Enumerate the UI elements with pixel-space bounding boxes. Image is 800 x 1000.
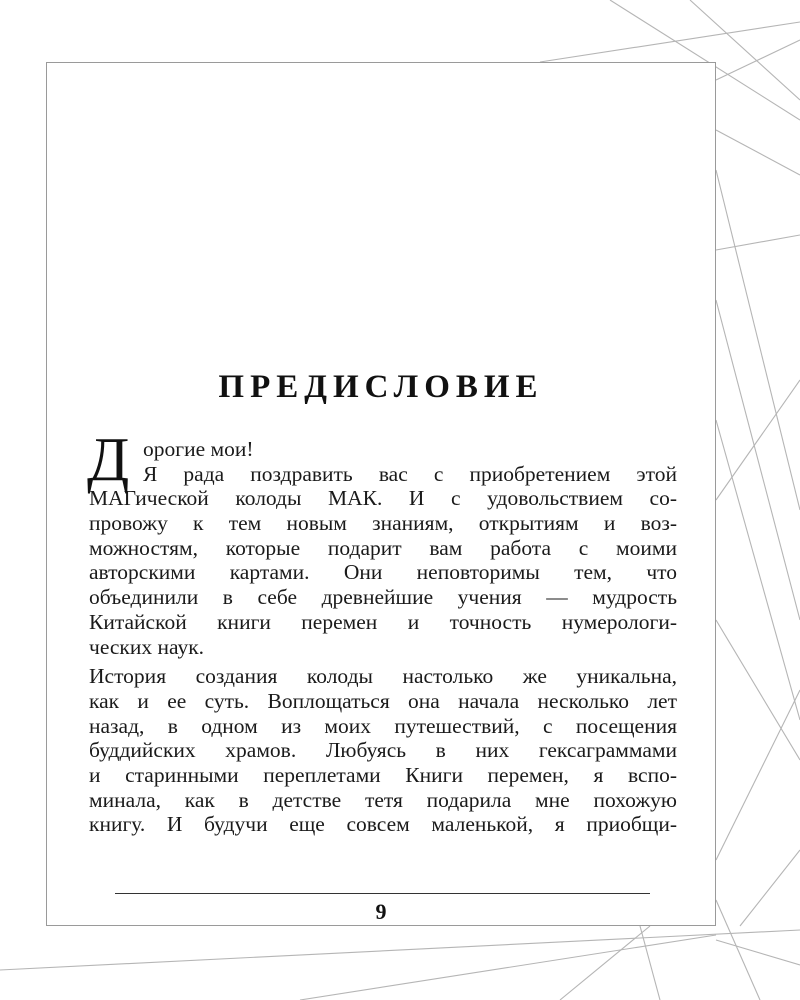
greeting-line: орогие мои! xyxy=(143,437,254,461)
text-line: История создания колоды настолько же уникальна, xyxy=(89,664,677,689)
drop-cap: Д xyxy=(87,426,130,494)
text-line: авторскими картами. Они неповторимы тем, что xyxy=(89,560,677,585)
book-page xyxy=(46,62,716,926)
text-line: книгу. И будучи еще совсем маленькой, я приобщи- xyxy=(89,812,677,837)
footer-rule xyxy=(115,893,650,894)
text-line: МАГической колоды МАК. И с удовольствием со- xyxy=(89,486,677,511)
text-line: объединили в себе древнейшие учения — мудрость xyxy=(89,585,677,610)
text-line: Китайской книги перемен и точность нумерологи- xyxy=(89,609,677,634)
page-number: 9 xyxy=(375,899,387,924)
text-line: можностям, которые подарит вам работа с моими xyxy=(89,535,677,560)
text-line: назад, в одном из моих путешествий, с посещения xyxy=(89,713,677,738)
text-line: ческих наук. xyxy=(89,634,205,659)
text-body xyxy=(87,426,677,837)
chapter-title: ПРЕДИСЛОВИЕ xyxy=(218,369,544,405)
text-line: и старинными переплетами Книги перемен, я вспо- xyxy=(89,762,677,787)
text-line: буддийских храмов. Любуясь в них гексаграммами xyxy=(89,738,677,763)
text-line: Я рада поздравить вас с приобретением этой xyxy=(143,461,677,486)
text-line: как и ее суть. Воплощаться она начала несколько лет xyxy=(89,688,677,713)
text-line: провожу к тем новым знаниям, открытиям и воз- xyxy=(89,511,677,536)
text-line: минала, как в детстве тетя подарила мне похожую xyxy=(89,787,677,812)
